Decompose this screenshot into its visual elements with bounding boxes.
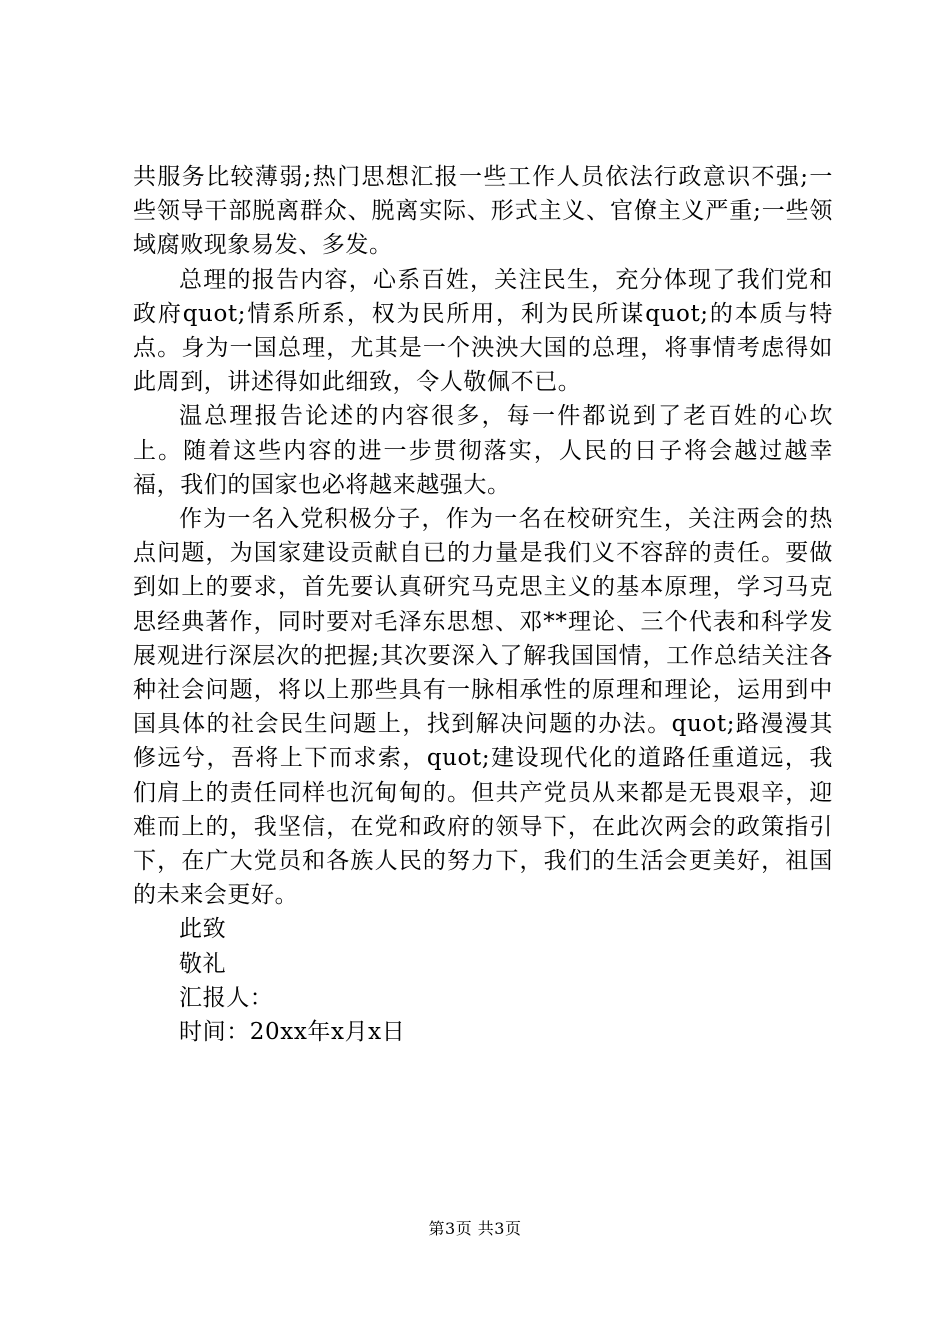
document-body	[133, 160, 833, 1049]
paragraph-continuation: 共服务比较薄弱;热门思想汇报一些工作人员依法行政意识不强;一些领导干部脱离群众、脱离实际、形式主义、官僚主义严重;一些领域腐败现象易发、多发。	[133, 164, 833, 259]
closing-date: 时间：20xx年x月x日	[179, 1019, 406, 1046]
paragraph-party-activist: 作为一名入党积极分子，作为一名在校研究生，关注两会的热点问题，为国家建设贡献自已的力量是我们义不容辞的责任。要做到如上的要求，首先要认真研究马克思主义的基本原理，学习马克思经典著作，同时要对毛泽东思想、邓**理论、三个代表和科学发展观进行深层次的把握;其次要深入了解我国国情，工作总结关注各种社会问题，将以上那些具有一脉相承性的原理和理论，运用到中国具体的社会民生问题上，找到解决问题的办法。quot;路漫漫其修远兮，吾将上下而求索，quot;建设现代化的道路任重道远，我们肩上的责任同样也沉甸甸的。但共产党员从来都是无畏艰辛，迎难而上的，我坚信，在党和政府的领导下，在此次两会的政策指引下，在广大党员和各族人民的努力下，我们的生活会更美好，祖国的未来会更好。	[133, 506, 833, 909]
closing-salutation: 此致	[179, 916, 227, 943]
page-footer	[0, 1216, 950, 1239]
closing-reporter: 汇报人：	[179, 984, 274, 1011]
paragraph-premier-report: 总理的报告内容，心系百姓，关注民生，充分体现了我们党和政府quot;情系所系，权为民所用，利为民所谋quot;的本质与特点。身为一国总理，尤其是一个泱泱大国的总理，将事情考虑得如此周到，讲述得如此细致，令人敬佩不已。	[133, 266, 833, 396]
page-indicator: 第3页 共3页	[428, 1219, 522, 1238]
closing-regards: 敬礼	[179, 950, 227, 977]
paragraph-wen-report: 温总理报告论述的内容很多，每一件都说到了老百姓的心坎上。随着这些内容的进一步贯彻落实，人民的日子将会越过越幸福，我们的国家也必将越来越强大。	[133, 403, 833, 498]
